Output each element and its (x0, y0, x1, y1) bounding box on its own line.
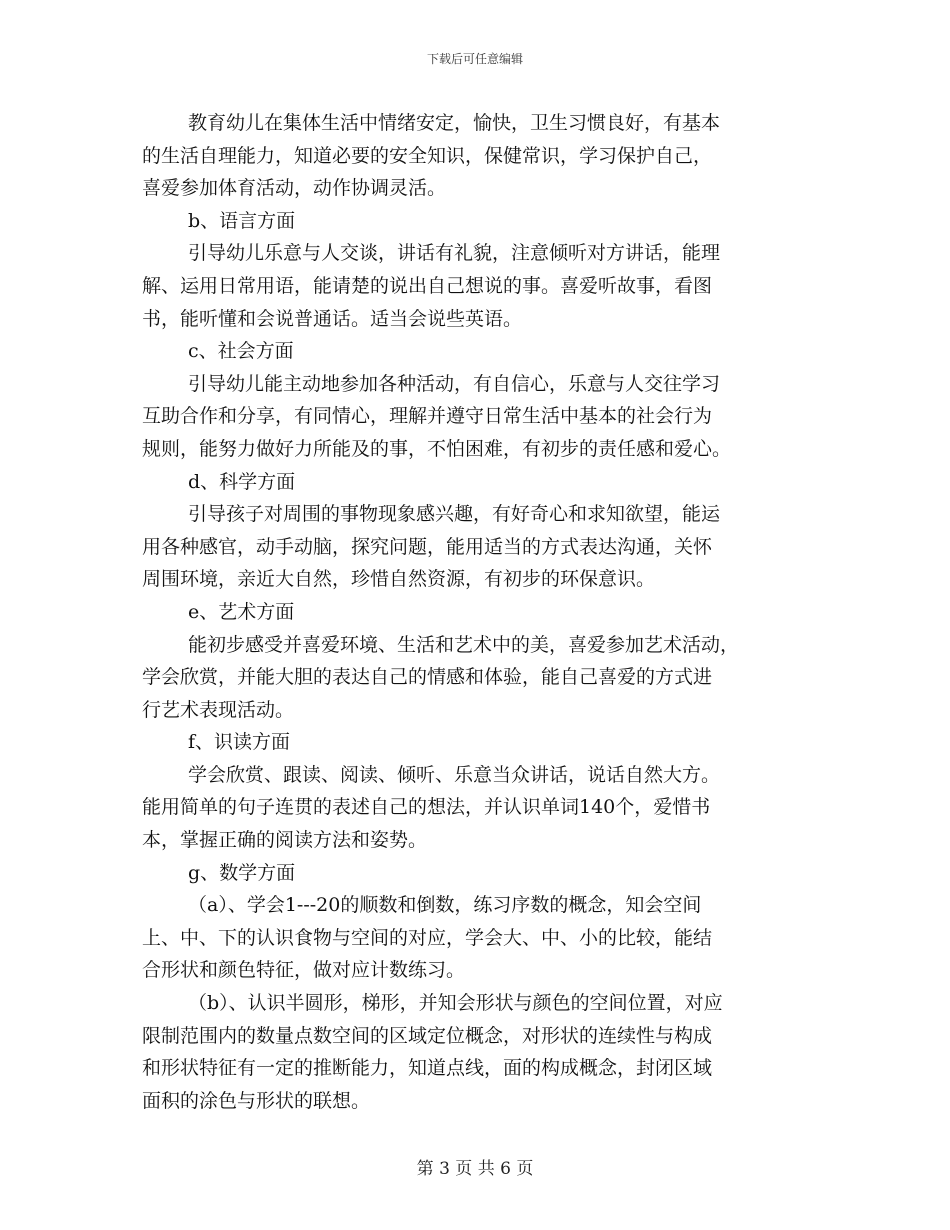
section-heading-society: c、社会方面 (188, 340, 294, 363)
body-line: 引导幼儿乐意与人交谈，讲话有礼貌，注意倾听对方讲话，能理 (188, 242, 721, 265)
section-heading-math: g、数学方面 (188, 861, 296, 884)
body-line: 书，能听懂和会说普通话。适当会说些英语。 (142, 307, 523, 330)
body-line: 解、运用日常用语，能请楚的说出自己想说的事。喜爱听故事，看图 (142, 274, 713, 297)
body-line: 面积的涂色与形状的联想。 (142, 1089, 371, 1112)
header-note: 下载后可任意编辑 (426, 52, 523, 66)
body-line: 的生活自理能力，知道必要的安全知识，保健常识，学习保护自己， (142, 144, 713, 167)
body-line: 规则，能努力做好力所能及的事，不怕困难，有初步的责任感和爱心。 (142, 437, 732, 460)
body-line: 能初步感受并喜爱环境、生活和艺术中的美，喜爱参加艺术活动， (188, 633, 740, 656)
body-line: （a）、学会1---20的顺数和倒数，练习序数的概念，知会空间 (188, 894, 702, 917)
body-line: 能用简单的句子连贯的表述自己的想法，并认识单词140个，爱惜书 (142, 796, 711, 819)
body-line: 合形状和颜色特征，做对应计数练习。 (142, 959, 466, 982)
body-line: 上、中、下的认识食物与空间的对应，学会大、中、小的比较，能结 (142, 926, 713, 949)
body-line: 学会欣赏，并能大胆的表达自己的情感和体验，能自己喜爱的方式进 (142, 666, 713, 689)
section-heading-language: b、语言方面 (188, 209, 296, 232)
body-line: 本，掌握正确的阅读方法和姿势。 (142, 829, 428, 852)
body-line: 周围环境，亲近大自然，珍惜自然资源，有初步的环保意识。 (142, 568, 656, 591)
section-heading-reading: f、识读方面 (188, 731, 291, 754)
body-line: 互助合作和分享，有同情心，理解并遵守日常生活中基本的社会行为 (142, 405, 713, 428)
section-heading-science: d、科学方面 (188, 470, 296, 493)
body-line: 学会欣赏、跟读、阅读、倾听、乐意当众讲话，说话自然大方。 (188, 763, 721, 786)
body-line: 限制范围内的数量点数空间的区域定位概念，对形状的连续性与构成 (142, 1024, 713, 1047)
body-line: 引导幼儿能主动地参加各种活动，有自信心，乐意与人交往学习 (188, 372, 721, 395)
page-number-footer: 第 3 页 共 6 页 (416, 1159, 534, 1179)
body-line: 教育幼儿在集体生活中情绪安定，愉快，卫生习惯良好，有基本 (188, 112, 721, 134)
body-line: 喜爱参加体育活动，动作协调灵活。 (142, 177, 447, 200)
body-line: 行艺术表现活动。 (142, 698, 295, 721)
section-heading-art: e、艺术方面 (188, 600, 295, 623)
body-line: 用各种感官，动手动脑，探究问题，能用适当的方式表达沟通，关怀 (142, 535, 713, 558)
body-line: 和形状特征有一定的推断能力，知道点线，面的构成概念，封闭区域 (142, 1057, 713, 1080)
body-line: （b）、认识半圆形，梯形，并知会形状与颜色的空间位置，对应 (188, 992, 723, 1015)
body-line: 引导孩子对周围的事物现象感兴趣，有好奇心和求知欲望，能运 (188, 503, 721, 526)
document-body (142, 107, 812, 1117)
